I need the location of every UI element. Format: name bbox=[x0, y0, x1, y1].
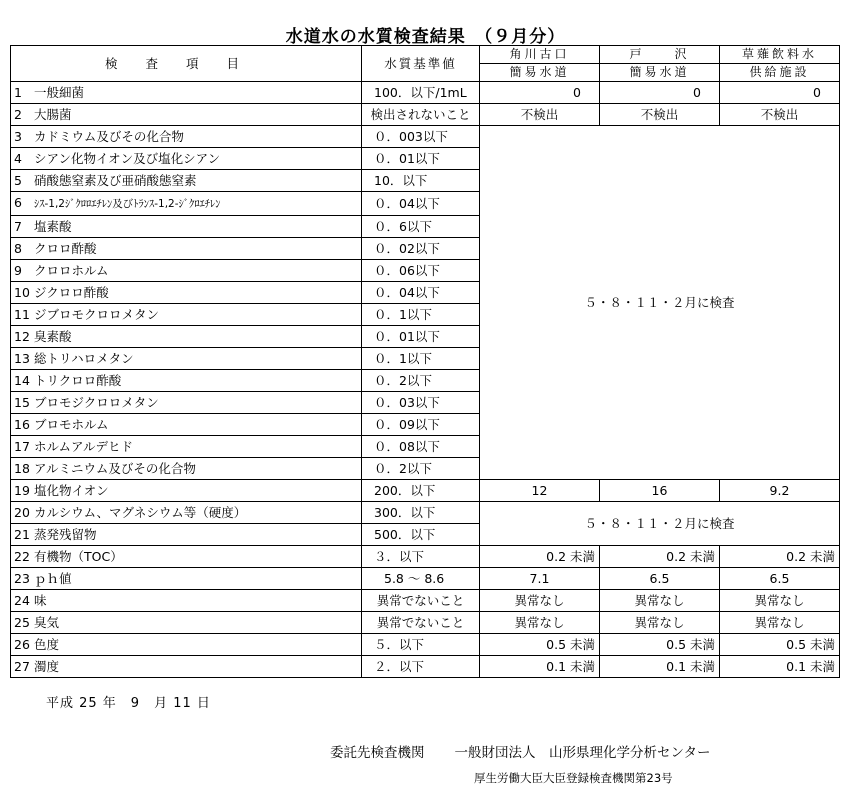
item-name: アルミニウム及びその化合物 bbox=[34, 461, 196, 476]
header-site-2-line2: 簡易水道 bbox=[600, 64, 720, 82]
item-name: 有機物（TOC） bbox=[34, 549, 123, 564]
item-number: 20 bbox=[14, 505, 30, 520]
item-cell bbox=[11, 82, 362, 104]
table-row bbox=[11, 502, 840, 524]
item-name: ジブロモクロロメタン bbox=[34, 307, 160, 322]
item-number: 25 bbox=[14, 615, 30, 630]
table-row bbox=[11, 656, 840, 678]
item-cell bbox=[11, 126, 362, 148]
standard-cell: ０．09以下 bbox=[362, 414, 480, 436]
result-cell: 異常なし bbox=[720, 590, 840, 612]
result-cell: 0 bbox=[480, 82, 600, 104]
item-cell bbox=[11, 502, 362, 524]
result-cell: 0.2 未満 bbox=[600, 546, 720, 568]
result-cell: 16 bbox=[600, 480, 720, 502]
item-name: 大腸菌 bbox=[34, 107, 72, 122]
standard-cell: ５．以下 bbox=[362, 634, 480, 656]
item-cell bbox=[11, 304, 362, 326]
standard-cell: ０．1以下 bbox=[362, 348, 480, 370]
item-number: 13 bbox=[14, 351, 30, 366]
item-name: 硝酸態窒素及び亜硝酸態窒素 bbox=[34, 173, 197, 188]
result-cell: 7.1 bbox=[480, 568, 600, 590]
item-name: 蒸発残留物 bbox=[34, 527, 97, 542]
item-number: 11 bbox=[14, 307, 30, 322]
item-cell bbox=[11, 282, 362, 304]
result-cell: 6.5 bbox=[720, 568, 840, 590]
result-cell: 不検出 bbox=[720, 104, 840, 126]
item-cell bbox=[11, 392, 362, 414]
item-name: 一般細菌 bbox=[34, 85, 85, 100]
table-row bbox=[11, 590, 840, 612]
standard-cell: ０．04以下 bbox=[362, 192, 480, 216]
item-number: 21 bbox=[14, 527, 30, 542]
result-cell: 0.1 未満 bbox=[480, 656, 600, 678]
standard-cell: ０．01以下 bbox=[362, 148, 480, 170]
item-name: クロロホルム bbox=[34, 263, 109, 278]
result-cell: 0.5 未満 bbox=[720, 634, 840, 656]
item-cell bbox=[11, 612, 362, 634]
report-date: 平成 25 年 9 月 11 日 bbox=[46, 696, 211, 711]
standard-cell: ０．003以下 bbox=[362, 126, 480, 148]
result-cell: 0 bbox=[600, 82, 720, 104]
table-header-row bbox=[11, 46, 840, 64]
item-cell bbox=[11, 104, 362, 126]
item-cell bbox=[11, 260, 362, 282]
item-name: ブロモジクロロメタン bbox=[34, 395, 159, 410]
item-number: 16 bbox=[14, 417, 30, 432]
item-cell bbox=[11, 216, 362, 238]
header-site-3-line1: 草薙飲料水 bbox=[720, 46, 840, 64]
item-number: 22 bbox=[14, 549, 30, 564]
header-site-3-line2: 供給施設 bbox=[720, 64, 840, 82]
page-title: 水道水の水質検査結果 （９月分） bbox=[285, 27, 566, 47]
result-cell: 異常なし bbox=[720, 612, 840, 634]
registration-note: 厚生労働大臣大臣登録検査機関第23号 bbox=[474, 771, 673, 785]
item-cell bbox=[11, 546, 362, 568]
result-cell: 0 bbox=[720, 82, 840, 104]
standard-cell: 検出されないこと bbox=[362, 104, 480, 126]
agency-line bbox=[330, 741, 710, 761]
item-cell bbox=[11, 634, 362, 656]
standard-cell: 異常でないこと bbox=[362, 590, 480, 612]
item-cell bbox=[11, 524, 362, 546]
item-cell bbox=[11, 238, 362, 260]
standard-cell: ２．以下 bbox=[362, 656, 480, 678]
result-cell: 12 bbox=[480, 480, 600, 502]
item-name: 濁度 bbox=[34, 659, 60, 674]
item-number: 2 bbox=[14, 107, 22, 122]
header-site-1-line1: 角川古口 bbox=[480, 46, 600, 64]
standard-cell: ０．2以下 bbox=[362, 370, 480, 392]
item-name: 臭素酸 bbox=[34, 329, 72, 344]
table-row bbox=[11, 634, 840, 656]
result-cell: 異常なし bbox=[600, 590, 720, 612]
header-standard: 水質基準値 bbox=[362, 46, 480, 82]
standard-cell: ３．以下 bbox=[362, 546, 480, 568]
table-row bbox=[11, 480, 840, 502]
item-name: ブロモホルム bbox=[34, 417, 109, 432]
item-name: 塩化物イオン bbox=[34, 483, 109, 498]
result-cell: 9.2 bbox=[720, 480, 840, 502]
item-number: 26 bbox=[14, 637, 30, 652]
item-number: 24 bbox=[14, 593, 30, 608]
merged-note-cell: ５・８・１１・２月に検査 bbox=[480, 126, 840, 480]
item-number: 18 bbox=[14, 461, 30, 476]
standard-cell: ０．2以下 bbox=[362, 458, 480, 480]
item-cell bbox=[11, 590, 362, 612]
standard-cell: 500．以下 bbox=[362, 524, 480, 546]
table-row bbox=[11, 104, 840, 126]
item-number: 4 bbox=[14, 151, 22, 166]
item-cell bbox=[11, 170, 362, 192]
item-name: 味 bbox=[34, 593, 47, 608]
item-number: 7 bbox=[14, 219, 22, 234]
table-row bbox=[11, 612, 840, 634]
item-cell bbox=[11, 480, 362, 502]
item-number: 1 bbox=[14, 85, 22, 100]
item-name: ｐｈ値 bbox=[34, 571, 72, 586]
standard-cell: 10．以下 bbox=[362, 170, 480, 192]
item-number: 14 bbox=[14, 373, 30, 388]
item-number: 15 bbox=[14, 395, 30, 410]
standard-cell: 5.8 ～ 8.6 bbox=[362, 568, 480, 590]
result-cell: 異常なし bbox=[480, 612, 600, 634]
water-quality-table bbox=[10, 45, 840, 678]
standard-cell: 300．以下 bbox=[362, 502, 480, 524]
item-cell bbox=[11, 148, 362, 170]
item-number: 5 bbox=[14, 173, 22, 188]
header-site-1-line2: 簡易水道 bbox=[480, 64, 600, 82]
standard-cell: ０．03以下 bbox=[362, 392, 480, 414]
item-name: 総トリハロメタン bbox=[34, 351, 134, 366]
item-number: 10 bbox=[14, 285, 30, 300]
result-cell: 6.5 bbox=[600, 568, 720, 590]
table-row bbox=[11, 568, 840, 590]
item-number: 19 bbox=[14, 483, 30, 498]
item-number: 9 bbox=[14, 263, 22, 278]
result-cell: 不検出 bbox=[480, 104, 600, 126]
item-name: 色度 bbox=[34, 637, 60, 652]
item-name: カドミウム及びその化合物 bbox=[34, 129, 184, 144]
item-name: 塩素酸 bbox=[34, 219, 72, 234]
header-site-2-line1: 戸 沢 bbox=[600, 46, 720, 64]
standard-cell: ０．04以下 bbox=[362, 282, 480, 304]
result-cell: 異常なし bbox=[480, 590, 600, 612]
item-cell bbox=[11, 656, 362, 678]
item-name: ホルムアルデヒド bbox=[34, 439, 134, 454]
item-cell bbox=[11, 370, 362, 392]
result-cell: 不検出 bbox=[600, 104, 720, 126]
item-number: 12 bbox=[14, 329, 30, 344]
item-cell bbox=[11, 458, 362, 480]
item-cell bbox=[11, 348, 362, 370]
standard-cell: ０．01以下 bbox=[362, 326, 480, 348]
header-item: 検査項目 bbox=[11, 46, 362, 82]
item-name: カルシウム、マグネシウム等（硬度） bbox=[34, 505, 247, 520]
result-cell: 0.2 未満 bbox=[480, 546, 600, 568]
result-cell: 0.2 未満 bbox=[720, 546, 840, 568]
standard-cell: 100．以下/1mL bbox=[362, 82, 480, 104]
item-name: ｼｽ-1,2ｼﾞｸﾛﾛｴﾁﾚﾝ及びﾄﾗﾝｽ-1,2-ｼﾞｸﾛｴﾁﾚﾝ bbox=[34, 198, 221, 210]
item-name: 臭気 bbox=[34, 615, 60, 630]
agency-name: 一般財団法人 山形県理化学分析センター bbox=[454, 745, 711, 761]
merged-note-cell: ５・８・１１・２月に検査 bbox=[480, 502, 840, 546]
item-cell bbox=[11, 568, 362, 590]
item-cell bbox=[11, 326, 362, 348]
item-cell bbox=[11, 192, 362, 216]
item-number: 23 bbox=[14, 571, 30, 586]
result-cell: 0.1 未満 bbox=[720, 656, 840, 678]
result-cell: 0.5 未満 bbox=[480, 634, 600, 656]
standard-cell: 異常でないこと bbox=[362, 612, 480, 634]
standard-cell: 200．以下 bbox=[362, 480, 480, 502]
standard-cell: ０．06以下 bbox=[362, 260, 480, 282]
item-cell bbox=[11, 436, 362, 458]
table-row bbox=[11, 546, 840, 568]
standard-cell: ０．08以下 bbox=[362, 436, 480, 458]
item-number: 27 bbox=[14, 659, 30, 674]
standard-cell: ０．02以下 bbox=[362, 238, 480, 260]
standard-cell: ０．6以下 bbox=[362, 216, 480, 238]
item-name: トリクロロ酢酸 bbox=[34, 373, 122, 388]
item-name: クロロ酢酸 bbox=[34, 241, 97, 256]
item-name: シアン化物イオン及び塩化シアン bbox=[34, 151, 221, 166]
table-row bbox=[11, 126, 840, 148]
item-number: 6 bbox=[14, 195, 22, 210]
item-number: 8 bbox=[14, 241, 22, 256]
agency-label: 委託先検査機関 bbox=[330, 745, 425, 761]
item-name: ジクロロ酢酸 bbox=[34, 285, 109, 300]
standard-cell: ０．1以下 bbox=[362, 304, 480, 326]
result-cell: 異常なし bbox=[600, 612, 720, 634]
item-number: 3 bbox=[14, 129, 22, 144]
result-cell: 0.5 未満 bbox=[600, 634, 720, 656]
item-cell bbox=[11, 414, 362, 436]
item-number: 17 bbox=[14, 439, 30, 454]
table-row bbox=[11, 82, 840, 104]
result-cell: 0.1 未満 bbox=[600, 656, 720, 678]
